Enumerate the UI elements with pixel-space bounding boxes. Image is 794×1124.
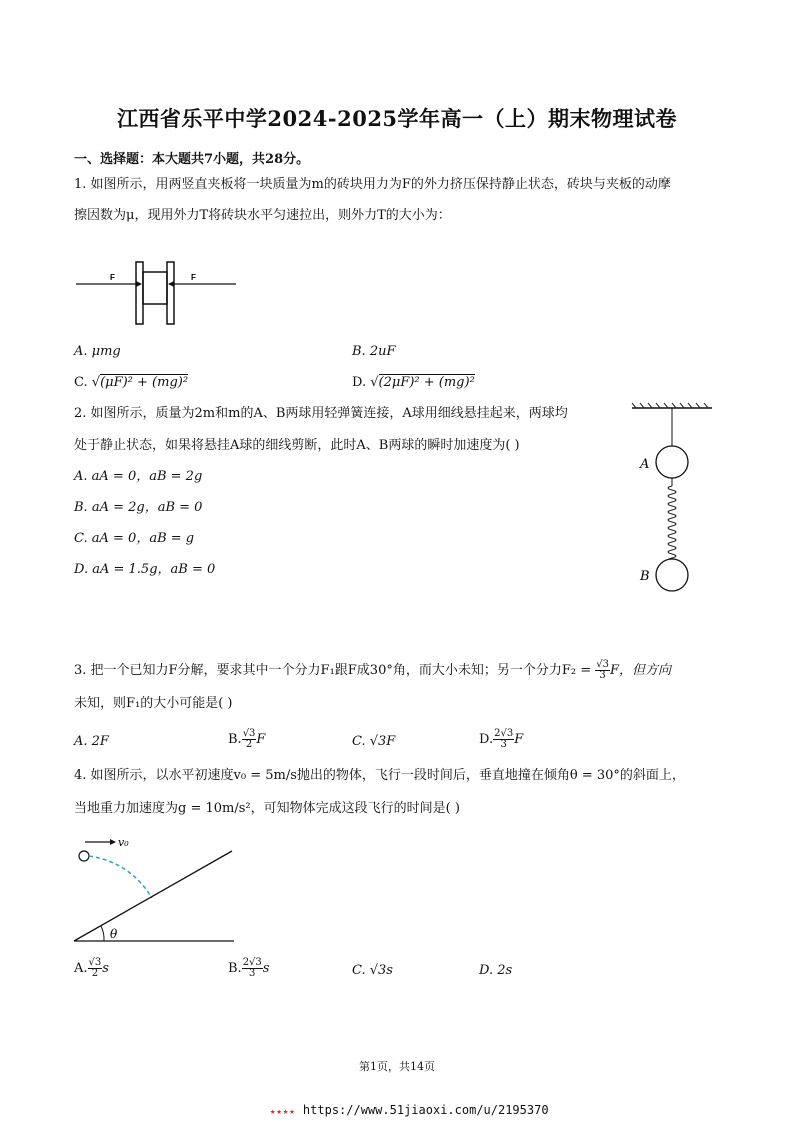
watermark-url[interactable]: https://www.51jiaoxi.com/u/2195370: [302, 1103, 549, 1117]
q2-option-a: A. aA = 0，aB = 2g: [74, 469, 203, 484]
q1-option-b: B. 2uF: [352, 344, 396, 359]
q4-fig-v0: v₀: [118, 836, 129, 849]
q2-line1: 2. 如图所示，质量为2m和m的A、B两球用轻弹簧连接，A球用细线悬挂起来，两球均: [74, 406, 568, 421]
q2-option-b: B. aA = 2g，aB = 0: [74, 500, 203, 515]
q4-fig-theta: θ: [110, 927, 118, 941]
section-heading: 一、选择题：本大题共7小题，共28分。: [74, 152, 310, 167]
q1-option-a: A. μmg: [74, 344, 121, 359]
q4-option-b: B. $\frac{2√3}{3}$ s: [228, 957, 270, 979]
q2-figure-spring: [628, 400, 718, 600]
q4-option-d: D. 2s: [479, 963, 513, 978]
q1-option-c: C. √(μF)² + (mg)²: [74, 375, 189, 390]
q3-line2: 未知，则F₁的大小可能是( ): [74, 696, 233, 711]
q1-line2: 擦因数为μ，现用外力T将砖块水平匀速拉出，则外力T的大小为：: [74, 208, 451, 223]
q1-line1: 1. 如图所示，用两竖直夹板将一块质量为m的砖块用力为F的外力挤压保持静止状态，砖块与夹板的动摩: [74, 177, 671, 192]
q1-figure-clamp: [74, 258, 244, 328]
watermark: [270, 1103, 549, 1117]
q3-line1: 3. 把一个已知力F分解，要求其中一个分力F₁跟F成30°角，而大小未知；另一个分力F₂ = $\frac{√3}{3}$ F，但方向: [74, 659, 672, 681]
page-number: 第1页，共14页: [359, 1060, 435, 1073]
q4-option-c: C. √3s: [352, 963, 393, 978]
q4-line2: 当地重力加速度为g = 10m/s²，可知物体完成这段飞行的时间是( ): [74, 801, 460, 816]
sqrt-icon: √: [370, 375, 379, 390]
page-title: 江西省乐平中学2024-2025学年高一（上）期末物理试卷: [116, 106, 678, 131]
q2-fig-label-a: A: [640, 457, 650, 472]
watermark-stars: ★★★★: [270, 1107, 296, 1117]
q3-option-d: D. $\frac{2√3}{3}$ F: [479, 728, 524, 750]
q2-fig-label-b: B: [640, 569, 650, 584]
fraction: $\frac{√3}{3}$: [596, 659, 609, 681]
q3-option-a: A. 2F: [74, 734, 109, 749]
sqrt-icon: √: [91, 375, 101, 390]
q2-line2: 处于静止状态，如果将悬挂A球的细线剪断，此时A、B两球的瞬时加速度为( ): [74, 438, 520, 453]
q1-fig-label-right: F: [191, 273, 196, 282]
q2-option-c: C. aA = 0，aB = g: [74, 531, 195, 546]
q1-fig-label-left: F: [110, 273, 115, 282]
q3-option-c: C. √3F: [352, 734, 396, 749]
q1-option-d: D. √(2μF)² + (mg)²: [352, 375, 475, 390]
q2-option-d: D. aA = 1.5g，aB = 0: [74, 562, 216, 577]
q4-figure-incline: [70, 828, 245, 948]
q4-line1: 4. 如图所示，以水平初速度v₀ = 5m/s抛出的物体，飞行一段时间后，垂直地撞在倾角θ = 30°的斜面上，: [74, 768, 685, 783]
q3-option-b: B. $\frac{√3}{2}$ F: [228, 728, 266, 750]
q4-option-a: A. $\frac{√3}{2}$ s: [74, 957, 109, 979]
